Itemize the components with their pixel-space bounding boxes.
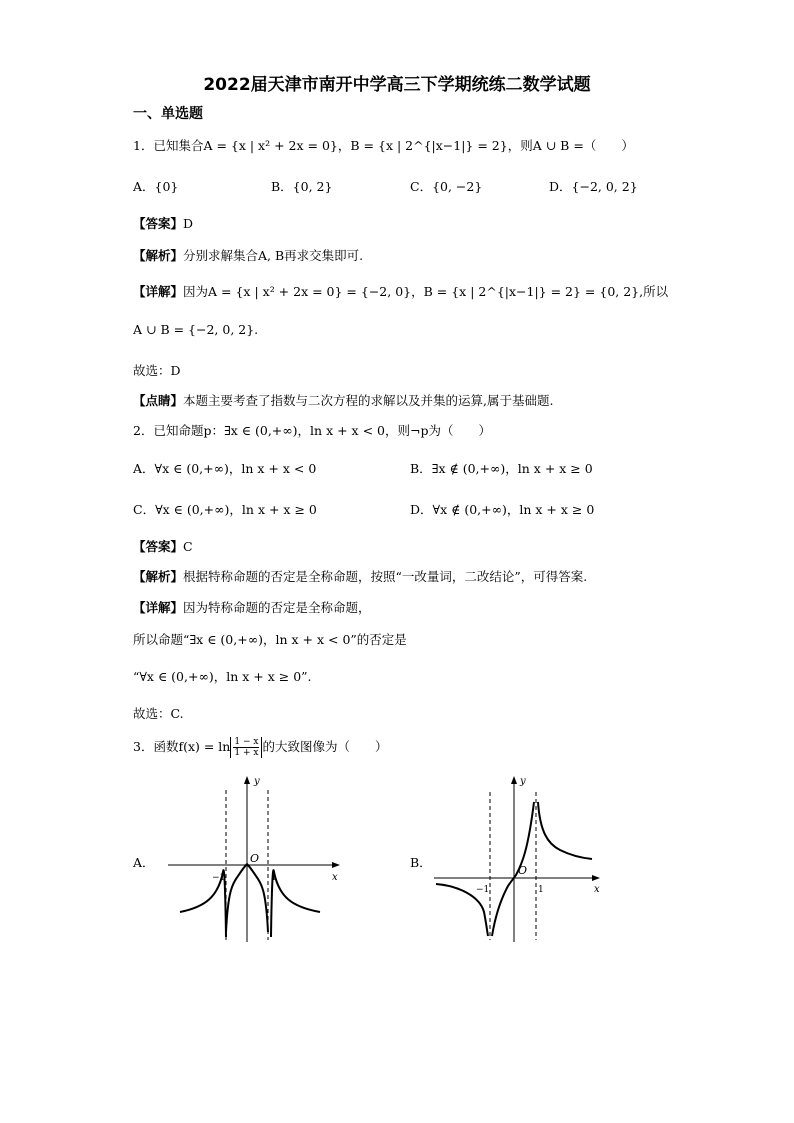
q1-detail <box>133 282 668 300</box>
section-heading: 一、单选题 <box>133 106 203 122</box>
q1-stem <box>133 136 634 154</box>
q1-choose: 故选：D <box>133 363 181 378</box>
q2-detail-text: 因为特称命题的否定是全称命题， <box>183 600 371 615</box>
q1-expr: A ∪ B = <box>532 138 584 153</box>
q1-option-c: C．{0, −2} <box>410 179 483 194</box>
q1-detail-sep: ， <box>411 284 424 299</box>
q3-stem-b: 的大致图像为（ ） <box>262 739 388 754</box>
q3-denominator: 1 + x <box>234 748 259 758</box>
q1-answer-value: D <box>183 216 194 231</box>
q3-stem-a: 3．函数 <box>133 739 179 754</box>
q3-graph-a-tick-1: 1 <box>271 873 277 883</box>
q1-detail-set-a: A = {x | x² + 2x = 0} = {−2, 0} <box>208 284 412 299</box>
q3-graph-b-tick-1: 1 <box>538 885 544 895</box>
q2-detail-line3: “∀x ∈ (0,+∞)，ln x + x ≥ 0”. <box>133 669 312 684</box>
q2-option-a: A．∀x ∈ (0,+∞)，ln x + x < 0 <box>133 461 317 476</box>
q3-graph-a-label: A． <box>133 855 155 870</box>
q1-answer-tag: 【答案】 <box>133 216 184 231</box>
q3-graph-b <box>430 772 610 944</box>
q1-option-b: B．{0, 2} <box>271 179 333 194</box>
q3-graph-a-y-label: y <box>254 776 260 787</box>
q3-numerator: 1 − x <box>234 737 259 747</box>
q1-stem-b: ，则 <box>507 138 533 153</box>
q2-choose: 故选：C. <box>133 706 184 721</box>
q1-analysis-text: 分别求解集合A, B再求交集即可. <box>183 248 364 263</box>
q1-analysis <box>133 246 363 264</box>
q1-detail-result: A ∪ B = {−2, 0, 2}. <box>133 322 259 337</box>
q2-prop: p：∃x ∈ (0,+∞)，ln x + x < 0 <box>203 423 385 438</box>
q3-graph-a <box>160 772 350 944</box>
q2-option-c: C．∀x ∈ (0,+∞)，ln x + x ≥ 0 <box>133 502 317 517</box>
q1-option-a: A．{0} <box>133 179 179 194</box>
q2-answer <box>133 537 193 555</box>
page-title: 2022届天津市南开中学高三下学期统练二数学试题 <box>203 75 591 95</box>
q2-answer-value: C <box>183 539 193 554</box>
q3-stem <box>133 737 387 758</box>
q1-paren: （ ） <box>583 138 634 153</box>
q2-answer-tag: 【答案】 <box>133 539 184 554</box>
q3-graph-b-x-label: x <box>594 884 600 895</box>
q1-detail-set-b: B = {x | 2^{|x−1|} = 2} = {0, 2} <box>423 284 640 299</box>
q2-detail-line2: 所以命题“∃x ∈ (0,+∞)，ln x + x < 0”的否定是 <box>133 632 407 647</box>
q2-analysis <box>133 567 587 585</box>
q3-func: f(x) = ln <box>178 739 231 754</box>
q2-stem <box>133 421 491 439</box>
q1-answer <box>133 214 193 232</box>
q1-set-a: A = {x | x² + 2x = 0} <box>203 138 338 153</box>
q1-stem-a: 1．已知集合 <box>133 138 204 153</box>
q1-comment-tag: 【点睛】 <box>133 393 184 408</box>
q2-option-b: B．∃x ∉ (0,+∞)，ln x + x ≥ 0 <box>410 461 593 476</box>
q1-detail-b: ,所以 <box>639 284 669 299</box>
q1-detail-a: 因为 <box>183 284 209 299</box>
q1-comment-text: 本题主要考查了指数与二次方程的求解以及并集的运算,属于基础题. <box>183 393 554 408</box>
q1-option-d: D．{−2, 0, 2} <box>549 179 638 194</box>
q2-detail <box>133 598 371 616</box>
q3-graph-a-origin: O <box>250 852 260 865</box>
q1-set-b: B = {x | 2^{|x−1|} = 2} <box>350 138 508 153</box>
q3-graph-a-x-label: x <box>332 872 338 883</box>
q2-option-d: D．∀x ∉ (0,+∞)，ln x + x ≥ 0 <box>410 502 595 517</box>
q3-graph-b-y-label: y <box>520 776 526 787</box>
q3-graph-a-tick-neg1: −1 <box>212 873 226 883</box>
q2-detail-tag: 【详解】 <box>133 600 184 615</box>
q1-detail-tag: 【详解】 <box>133 284 184 299</box>
q2-stem-b: ，则¬p为（ ） <box>384 423 491 438</box>
q3-fraction <box>233 737 259 758</box>
q3-abs-bars <box>230 737 262 758</box>
q1-analysis-tag: 【解析】 <box>133 248 184 263</box>
q2-analysis-text: 根据特称命题的否定是全称命题，按照“一改量词，二改结论”，可得答案. <box>183 569 588 584</box>
q1-sep: ， <box>337 138 351 153</box>
q3-graph-b-origin: O <box>518 864 528 877</box>
q3-graph-b-label: B． <box>410 855 432 870</box>
q2-analysis-tag: 【解析】 <box>133 569 184 584</box>
q1-comment <box>133 391 553 409</box>
q2-stem-a: 2．已知命题 <box>133 423 204 438</box>
q3-graph-b-tick-neg1: −1 <box>476 885 490 895</box>
